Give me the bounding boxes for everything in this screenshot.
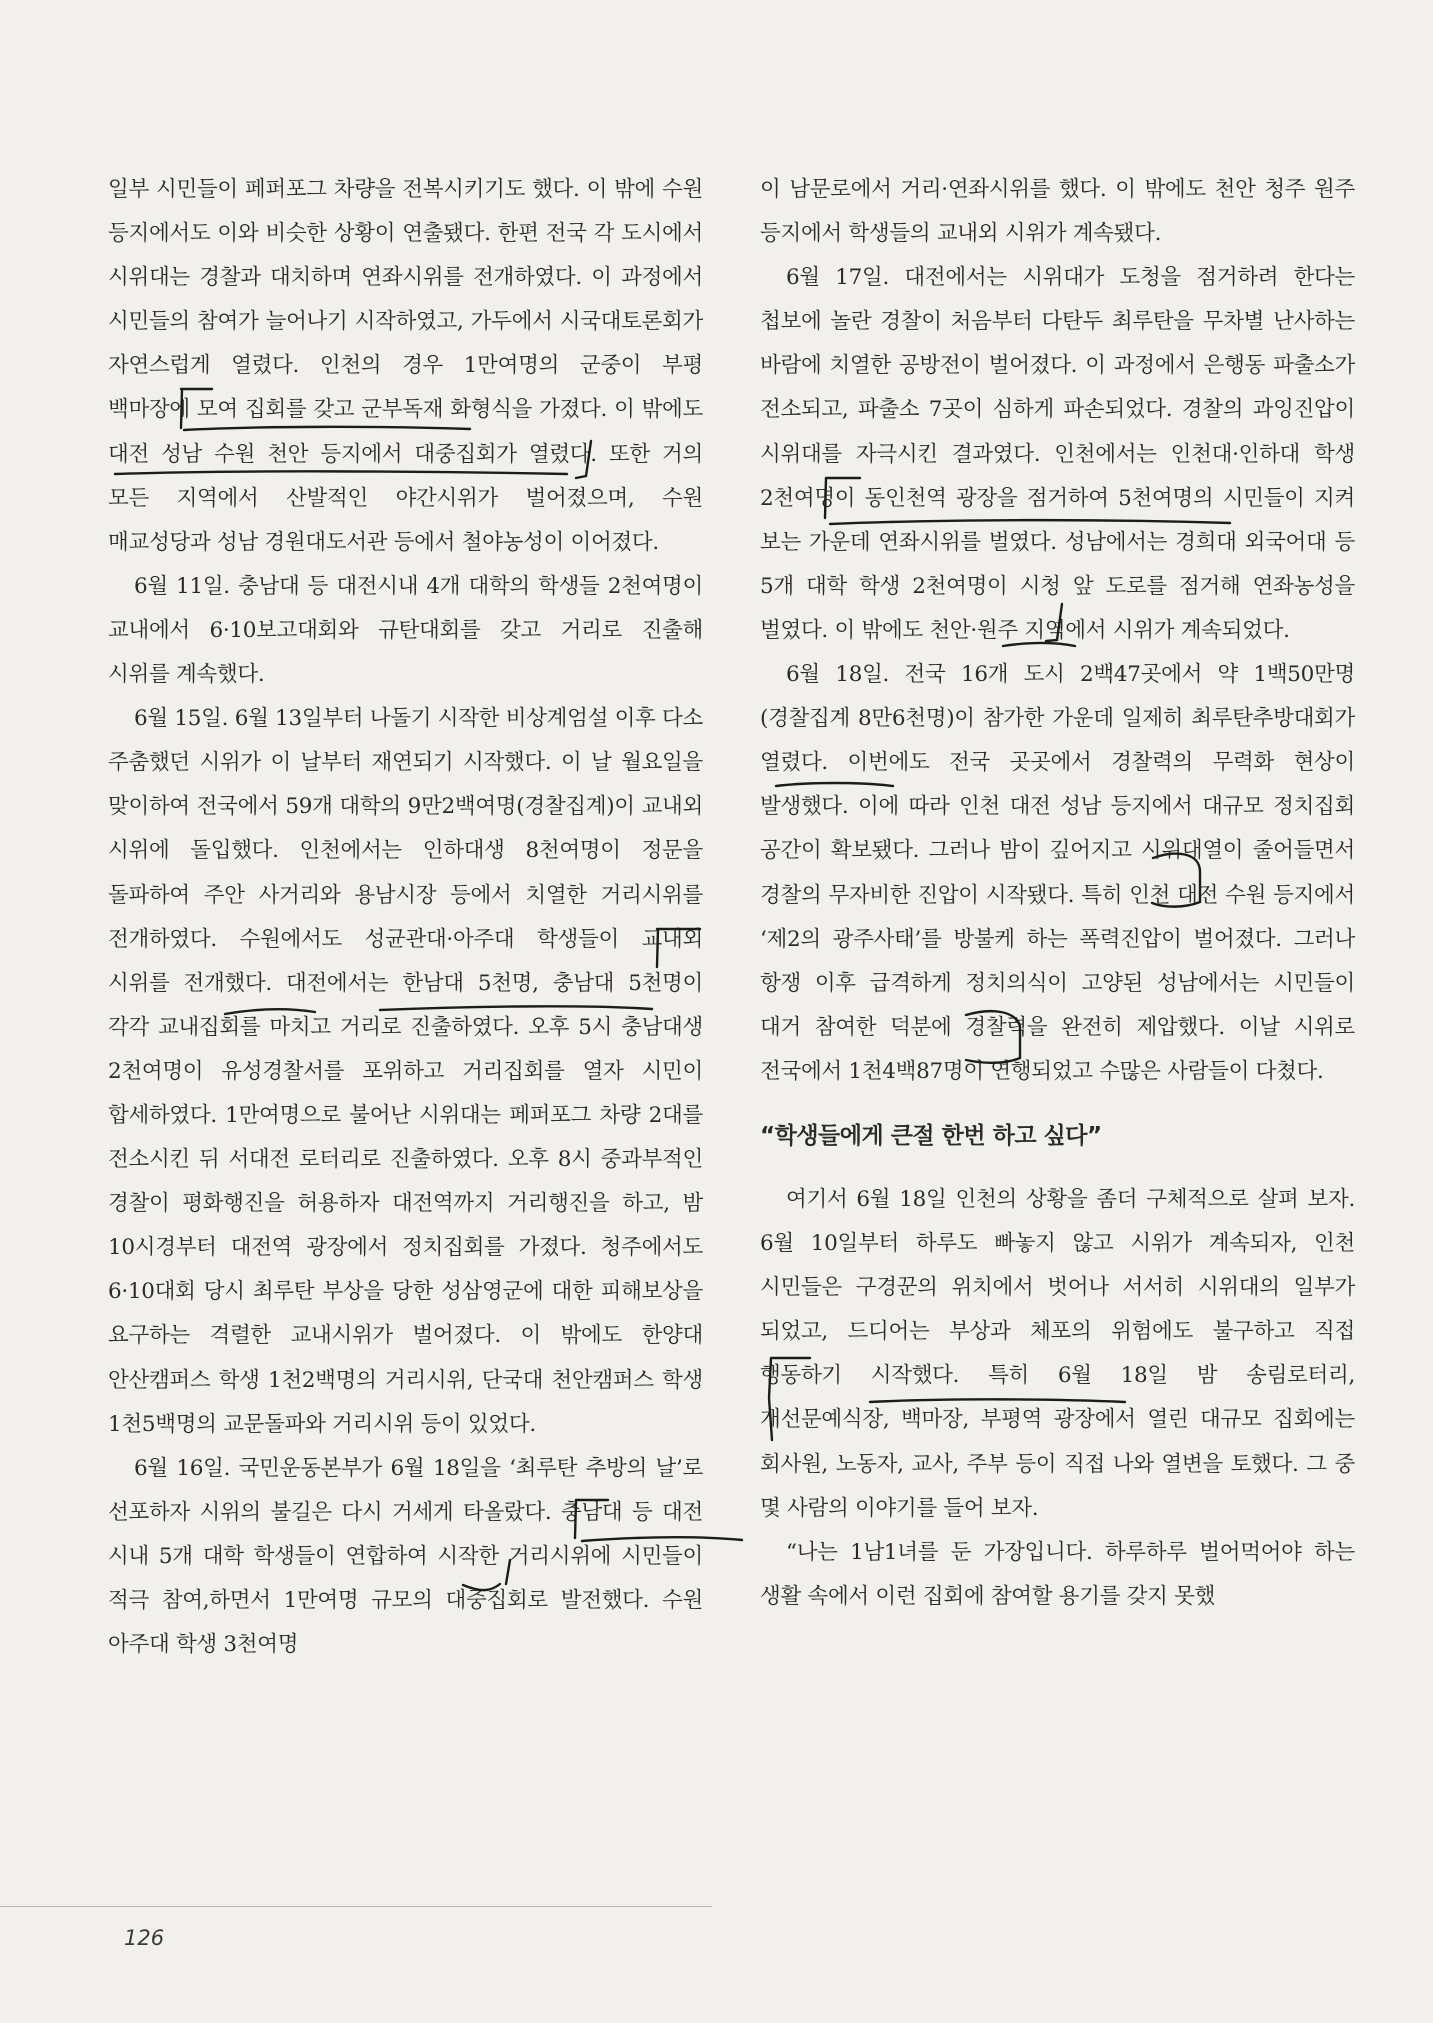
paragraph-june-18: 6월 18일. 전국 16개 도시 2백47곳에서 약 1백50만명(경찰집계 8만6천명)이 참가한 가운데 일제히 최루탄추방대회가 열렸다. 이번에도 전국 곳곳에서 경찰력의 무력화 현상이 발생했다. 이에 따라 인천 대전 성남 등지에서 대규모 정치집회 공간이 확보됐다. 그러나 밤이 깊어지고 시위대열이 줄어들면서 경찰의 무자비한 진압이 시작됐다. 특히 인천 대전 수원 등지에서 ‘제2의 광주사태’를 방불케 하는 폭력진압이 벌어졌다. 그러나 항쟁 이후 급격하게 정치의식이 고양된 성남에서는 시민들이 대거 참여한 덕분에 경찰력을 완전히 제압했다. 이날 시위로 전국에서 1천4백87명이 연행되었고 수많은 사람들이 다쳤다. xyxy=(760,662,1355,1084)
footer-rule xyxy=(0,1906,712,1907)
right-column xyxy=(760,168,1355,1619)
paragraph-june-11: 6월 11일. 충남대 등 대전시내 4개 대학의 학생들 2천여명이 교내에서 6·10보고대회와 규탄대회를 갖고 거리로 진출해 시위를 계속했다. xyxy=(108,573,703,688)
left-column xyxy=(108,168,703,1667)
paragraph-june-16: 6월 16일. 국민운동본부가 6월 18일을 ‘최루탄 추방의 날’로 선포하자 시위의 불길은 다시 거세게 타올랐다. 충남대 등 대전 시내 5개 대학 학생들이 연합하여 시작한 거리시위에 시민들이 적극 참여,하면서 1만여명 규모의 대중집회로 발전했다. 수원 아주대 학생 3천여명 xyxy=(108,1455,703,1658)
paragraph: 일부 시민들이 페퍼포그 차량을 전복시키기도 했다. 이 밖에 수원 등지에서도 이와 비슷한 상황이 연출됐다. 한편 전국 각 도시에서 시위대는 경찰과 대치하며 연좌시위를 전개하였다. 이 과정에서 시민들의 참여가 늘어나기 시작하였고, 가두에서 시국대토론회가 자연스럽게 열렸다. 인천의 경우 1만여명의 군중이 부평 백마장에 모여 집회를 갖고 군부독재 화형식을 가졌다. 이 밖에도 대전 성남 수원 천안 등지에서 대중집회가 열렸다. 또한 거의 모든 지역에서 산발적인 야간시위가 벌어졌으며, 수원 매교성당과 성남 경원대도서관 등에서 철야농성이 이어졌다. xyxy=(108,177,703,555)
paragraph-june-15: 6월 15일. 6월 13일부터 나돌기 시작한 비상계엄설 이후 다소 주춤했던 시위가 이 날부터 재연되기 시작했다. 이 날 월요일을 맞이하여 전국에서 59개 대학의 9만2백여명(경찰집계)이 교내외 시위에 돌입했다. 인천에서는 인하대생 8천여명이 정문을 돌파하여 주안 사거리와 용남시장 등에서 치열한 거리시위를 전개하였다. 수원에서도 성균관대·아주대 학생들이 교내외 시위를 전개했다. 대전에서는 한남대 5천명, 충남대 5천명이 각각 교내집회를 마치고 거리로 진출하였다. 오후 5시 충남대생 2천여명이 유성경찰서를 포위하고 거리집회를 열자 시민이 합세하였다. 1만여명으로 불어난 시위대는 페퍼포그 차량 2대를 전소시킨 뒤 서대전 로터리로 진출하였다. 오후 8시 중과부적인 경찰이 평화행진을 허용하자 대전역까지 거리행진을 하고, 밤 10시경부터 대전역 광장에서 정치집회를 가졌다. 청주에서도 6·10대회 당시 최루탄 부상을 당한 성삼영군에 대한 피해보상을 요구하는 격렬한 교내시위가 벌어졌다. 이 밖에도 한양대 안산캠퍼스 학생 1천2백명의 거리시위, 단국대 천안캠퍼스 학생 1천5백명의 교문돌파와 거리시위 등이 있었다. xyxy=(108,706,703,1437)
paragraph: 이 남문로에서 거리·연좌시위를 했다. 이 밖에도 천안 청주 원주 등지에서 학생들의 교내외 시위가 계속됐다. xyxy=(760,177,1355,247)
paragraph-quote: “나는 1남1녀를 둔 가장입니다. 하루하루 벌어먹어야 하는 생활 속에서 이런 집회에 참여할 용기를 갖지 못했 xyxy=(760,1539,1355,1609)
section-heading: “학생들에게 큰절 한번 하고 싶다” xyxy=(760,1122,1102,1149)
paragraph-june-17: 6월 17일. 대전에서는 시위대가 도청을 점거하려 한다는 첩보에 놀란 경찰이 처음부터 다탄두 최루탄을 무차별 난사하는 바람에 치열한 공방전이 벌어졌다. 이 과정에서 은행동 파출소가 전소되고, 파출소 7곳이 심하게 파손되었다. 경찰의 과잉진압이 시위대를 자극시킨 결과였다. 인천에서는 인천대·인하대 학생 2천여명이 동인천역 광장을 점거하여 5천여명의 시민들이 지켜 보는 가운데 연좌시위를 벌였다. 성남에서는 경희대 외국어대 등 5개 대학 학생 2천여명이 시청 앞 도로를 점거해 연좌농성을 벌였다. 이 밖에도 천안·원주 지역에서 시위가 계속되었다. xyxy=(760,265,1355,643)
paragraph: 여기서 6월 18일 인천의 상황을 좀더 구체적으로 살펴 보자. 6월 10일부터 하루도 빠놓지 않고 시위가 계속되자, 인천 시민들은 구경꾼의 위치에서 벗어나 서서히 시위대의 일부가 되었고, 드디어는 부상과 체포의 위험에도 불구하고 직접 행동하기 시작했다. 특히 6월 18일 밤 송림로터리, 개선문예식장, 백마장, 부평역 광장에서 열린 대규모 집회에는 회사원, 노동자, 교사, 주부 등이 직접 나와 열변을 토했다. 그 중 몇 사람의 이야기를 들어 보자. xyxy=(760,1186,1355,1521)
page-number: 126 xyxy=(124,1926,165,1950)
